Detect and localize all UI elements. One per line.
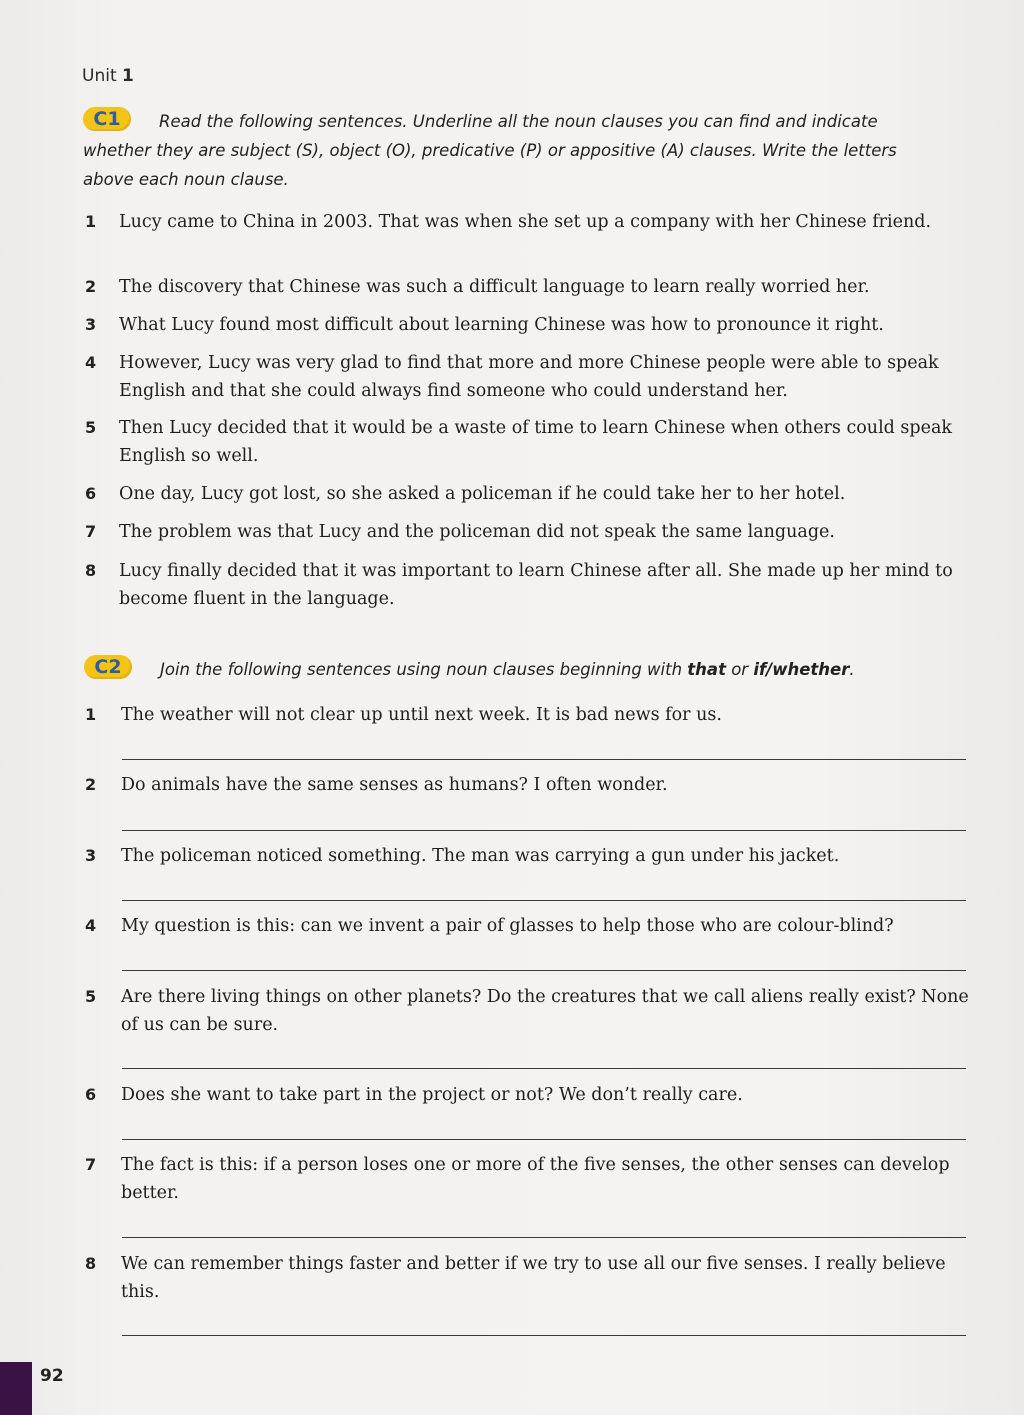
unit-heading	[82, 66, 134, 86]
c1-instruction-line1: Read the following sentences. Underline all the noun clauses you can find and indicate	[159, 112, 878, 131]
c2-item-number: 5	[85, 987, 97, 1006]
c1-item-number: 3	[85, 315, 97, 334]
answer-line[interactable]	[122, 1237, 966, 1238]
c2-item-number: 8	[85, 1254, 97, 1273]
answer-line[interactable]	[122, 900, 966, 901]
answer-line[interactable]	[122, 1335, 966, 1336]
c2-item-number: 2	[85, 775, 97, 794]
c1-item-number: 5	[85, 418, 97, 437]
c2-item-number: 6	[85, 1085, 97, 1104]
c1-item-text: Then Lucy decided that it would be a waste of time to learn Chinese when others could speak English so well.	[119, 418, 953, 466]
page-edge-bar	[0, 1362, 32, 1415]
c2-item-text: The weather will not clear up until next week. It is bad news for us.	[121, 705, 722, 725]
answer-line[interactable]	[122, 1139, 966, 1140]
c2-instruction-text: Join the following sentences using noun clauses beginning with	[160, 660, 683, 679]
page-number: 92	[40, 1366, 64, 1386]
c1-item-text: However, Lucy was very glad to find that more and more Chinese people were able to speak English and that she could always find someone who could understand her.	[119, 353, 939, 401]
answer-line[interactable]	[122, 830, 966, 831]
c2-item-text: The policeman noticed something. The man was carrying a gun under his jacket.	[121, 846, 840, 866]
c1-item-number: 2	[85, 277, 97, 296]
c2-item-text: Do animals have the same senses as humans? I often wonder.	[121, 775, 668, 795]
c1-item-text: Lucy came to China in 2003. That was when she set up a company with her Chinese friend.	[119, 212, 932, 232]
c2-item-text: Does she want to take part in the project or not? We don’t really care.	[121, 1085, 743, 1105]
c2-item-text: The fact is this: if a person loses one or more of the five senses, the other senses can develop better.	[121, 1155, 950, 1203]
c1-item-text: Lucy finally decided that it was important to learn Chinese after all. She made up her mind to become fluent in the language.	[119, 561, 953, 609]
unit-label: Unit	[82, 66, 117, 86]
c2-item-text: Are there living things on other planets? Do the creatures that we call aliens really exist? None of us can be sure.	[121, 987, 969, 1035]
c2-instruction-ifwhether: if/whether	[753, 660, 850, 679]
exercise-c2-badge: C2	[84, 655, 132, 679]
answer-line[interactable]	[122, 759, 966, 760]
c1-item-text: One day, Lucy got lost, so she asked a policeman if he could take her to her hotel.	[119, 484, 846, 504]
c2-instruction-period: .	[849, 660, 855, 679]
c2-instruction-or: or	[731, 660, 749, 679]
c1-item-text: The discovery that Chinese was such a difficult language to learn really worried her.	[119, 277, 870, 297]
answer-line[interactable]	[122, 970, 966, 971]
c1-item-text: The problem was that Lucy and the policeman did not speak the same language.	[119, 522, 835, 542]
answer-line[interactable]	[122, 1068, 966, 1069]
c2-item-number: 4	[85, 916, 97, 935]
c2-item-text: We can remember things faster and better if we try to use all our five senses. I really believe this.	[121, 1254, 946, 1302]
unit-number: 1	[122, 66, 134, 86]
c1-instruction-line2: whether they are subject (S), object (O), predicative (P) or appositive (A) clauses. Write the letters	[83, 141, 897, 160]
c2-instruction-that: that	[687, 660, 726, 679]
c1-item-number: 7	[85, 522, 97, 541]
c1-instruction-line3: above each noun clause.	[83, 170, 289, 189]
c2-item-text: My question is this: can we invent a pair of glasses to help those who are colour-blind?	[121, 916, 894, 936]
c1-item-text: What Lucy found most difficult about learning Chinese was how to pronounce it right.	[119, 315, 884, 335]
c1-item-number: 1	[85, 212, 97, 231]
c1-instructions	[83, 107, 943, 194]
c2-item-number: 3	[85, 846, 97, 865]
c1-item-number: 6	[85, 484, 97, 503]
exercise-c1-badge: C1	[83, 107, 131, 131]
c1-item-number: 8	[85, 561, 97, 580]
c1-item-number: 4	[85, 353, 97, 372]
c2-item-number: 7	[85, 1155, 97, 1174]
c2-instructions	[160, 655, 960, 684]
c2-item-number: 1	[85, 705, 97, 724]
